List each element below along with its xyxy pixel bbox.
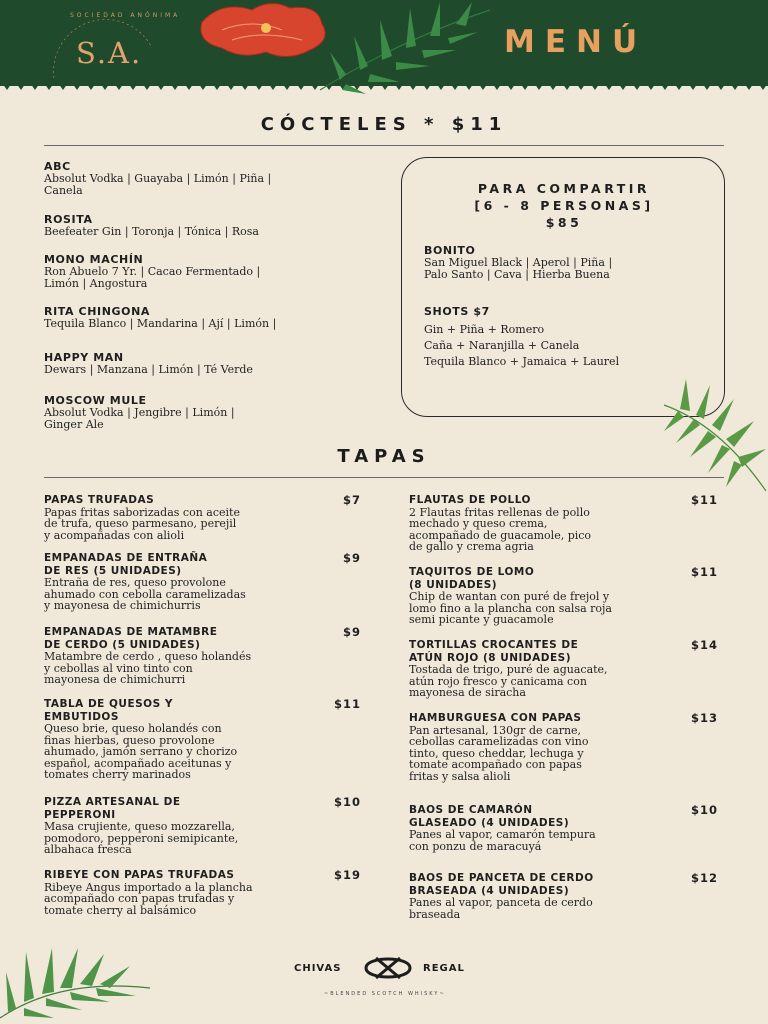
tapa-desc-line: 2 Flautas fritas rellenas de pollo <box>409 505 590 519</box>
cocteles-rule <box>44 145 724 146</box>
tapa-item <box>409 639 709 699</box>
tapa-desc-line: Matambre de cerdo , queso holandés <box>44 650 252 663</box>
tapa-item <box>409 712 709 782</box>
tapa-item <box>44 869 344 916</box>
tapa-name: TORTILLAS CROCANTES DE <box>409 639 579 651</box>
bonito-desc-line: San Miguel Black | Aperol | Piña | <box>424 256 613 269</box>
tapa-desc-line: de gallo y crema agria <box>409 540 534 553</box>
compartir-title: PARA COMPARTIR <box>477 181 651 196</box>
logo: S.A. <box>76 36 143 70</box>
shots-title: SHOTS $7 <box>424 305 490 318</box>
tapa-desc-line: con ponzu de maracuyá <box>409 839 542 853</box>
tapa-desc-line: pomodoro, pepperoni semipicante, <box>44 831 239 845</box>
tapa-desc-line: albahaca fresca <box>44 843 132 856</box>
cocktail-name: RITA CHINGONA <box>44 305 151 318</box>
tapa-desc-line: tinto, queso cheddar, lechuga y <box>409 746 584 760</box>
cocktail-item <box>44 351 384 376</box>
tapa-desc-line: Papas fritas saborizadas con aceite <box>44 505 240 519</box>
tapa-desc-line: semi picante y guacamole <box>409 613 554 626</box>
tapa-name: PAPAS TRUFADAS <box>44 494 155 506</box>
cocktail-name: MONO MACHÍN <box>44 253 144 266</box>
tapa-item <box>44 626 344 686</box>
tapa-desc-line: español, acompañado aceitunas y <box>44 756 232 770</box>
menu-title: MENÚ <box>504 24 648 60</box>
tapa-desc-line: Panes al vapor, camarón tempura <box>409 828 596 841</box>
cocktail-desc-line: Absolut Vodka | Jengibre | Limón | <box>44 406 235 419</box>
tapa-desc-line: atún rojo fresco y canicama con <box>409 674 587 688</box>
tapa-desc-line: mayonesa de chimichurri <box>44 673 186 686</box>
tapa-item <box>44 796 344 856</box>
tapa-desc-line: braseada <box>409 907 461 921</box>
tapa-name: TAQUITOS DE LOMO <box>409 566 535 578</box>
tapa-desc-line: Tostada de trigo, puré de aguacate, <box>409 663 608 676</box>
cocktail-item <box>44 213 384 238</box>
tapa-desc-line: Chip de wantan con puré de frejol y <box>409 590 610 603</box>
palm-leaf-icon <box>660 365 768 495</box>
tapa-price: $12 <box>690 871 718 885</box>
cocktail-desc-line: Limón | Angostura <box>44 276 148 290</box>
cocktail-desc-line: Dewars | Manzana | Limón | Té Verde <box>44 363 253 376</box>
cocktail-name: ROSITA <box>44 213 93 226</box>
compartir-people: [6 - 8 PERSONAS] <box>474 198 654 213</box>
tapa-desc-line: Pan artesanal, 130gr de carne, <box>409 723 582 737</box>
cocktail-item <box>44 394 384 430</box>
tapa-price: $11 <box>690 565 718 579</box>
sponsor-regal: REGAL <box>423 963 465 974</box>
tapa-price: $14 <box>690 638 718 652</box>
tapa-name: FLAUTAS DE POLLO <box>409 494 531 506</box>
tapa-desc-line: tomate acompañado con papas <box>409 758 582 771</box>
shot-line: Caña + Naranjilla + Canela <box>424 339 580 352</box>
tapa-name: BAOS DE PANCETA DE CERDO <box>409 872 594 884</box>
tapa-name: ATÚN ROJO (8 UNIDADES) <box>409 651 572 664</box>
tapa-desc-line: Queso brie, queso holandés con <box>44 722 222 735</box>
tapa-desc-line: fritas y salsa alioli <box>409 769 511 783</box>
tapa-item <box>409 872 709 920</box>
sponsor-chivas: CHIVAS <box>294 963 342 974</box>
shot-line: Tequila Blanco + Jamaica + Laurel <box>424 355 620 368</box>
tapa-desc-line: Masa crujiente, queso mozzarella, <box>44 820 235 833</box>
tapa-name: EMPANADAS DE ENTRAÑA <box>44 552 208 564</box>
tapa-price: $10 <box>333 795 361 809</box>
tapa-name: DE RES (5 UNIDADES) <box>44 564 182 577</box>
tapa-name: EMBUTIDOS <box>44 710 119 723</box>
tapa-desc-line: acompañado de guacamole, pico <box>409 528 592 542</box>
tapa-name: TABLA DE QUESOS Y <box>44 698 173 710</box>
bonito-name: BONITO <box>424 244 476 257</box>
tapa-name: BAOS DE CAMARÓN <box>409 804 533 816</box>
tapa-desc-line: tomate cherry al balsámico <box>44 903 197 917</box>
tapa-desc-line: y mayonesa de chimichurris <box>44 599 201 612</box>
cocteles-title: CÓCTELES * $11 <box>260 114 508 135</box>
tapas-rule <box>44 477 724 478</box>
tapa-price: $10 <box>690 803 718 817</box>
tapa-desc-line: Panes al vapor, panceta de cerdo <box>409 896 593 909</box>
tapa-price: $9 <box>342 551 361 565</box>
tapa-desc-line: tomates cherry marinados <box>44 768 191 781</box>
tapa-desc-line: cebollas caramelizadas con vino <box>409 735 589 748</box>
bonito-desc-line: Palo Santo | Cava | Hierba Buena <box>424 267 610 281</box>
tapa-desc-line: acompañado con papas trufadas y <box>44 892 235 905</box>
tapa-name: DE CERDO (5 UNIDADES) <box>44 638 201 651</box>
cocktail-name: HAPPY MAN <box>44 351 124 364</box>
cocktail-item <box>44 160 384 196</box>
tapa-name: BRASEADA (4 UNIDADES) <box>409 884 570 897</box>
cocktail-item <box>44 253 384 289</box>
cocktail-desc-line: Canela <box>44 183 83 197</box>
flower-icon <box>192 0 352 60</box>
cocktail-desc-line: Ginger Ale <box>44 417 104 431</box>
tapa-item <box>44 698 344 781</box>
tapa-name: RIBEYE CON PAPAS TRUFADAS <box>44 869 235 881</box>
tapa-item <box>409 804 709 852</box>
logo-ring-text: SOCIEDAD ANÓNIMA <box>70 12 181 19</box>
tapa-price: $13 <box>690 711 718 725</box>
cocktail-name: ABC <box>44 160 71 173</box>
tapa-item <box>44 552 344 612</box>
tapa-desc-line: ahumado con cebolla caramelizadas <box>44 587 246 601</box>
tapa-name: EMPANADAS DE MATAMBRE <box>44 626 218 638</box>
tapa-name: (8 UNIDADES) <box>409 578 498 591</box>
tapa-desc-line: ahumado, jamón serrano y chorizo <box>44 745 238 758</box>
tapa-item <box>409 494 709 553</box>
bonito-item <box>424 244 612 280</box>
sponsor-tagline: ~BLENDED SCOTCH WHISKY~ <box>324 991 446 997</box>
palm-leaf-icon <box>0 918 160 1024</box>
tapa-desc-line: mayonesa de siracha <box>409 686 526 699</box>
tapa-desc-line: Ribeye Angus importado a la plancha <box>44 880 253 894</box>
cocktail-desc-line: Tequila Blanco | Mandarina | Ají | Limón | <box>44 317 277 330</box>
chivas-logo-icon <box>360 952 416 984</box>
tapa-price: $11 <box>690 493 718 507</box>
tapa-price: $11 <box>333 697 361 711</box>
cocktail-desc-line: Ron Abuelo 7 Yr. | Cacao Fermentado | <box>44 265 261 278</box>
cocktail-desc-line: Absolut Vodka | Guayaba | Limón | Piña | <box>44 172 272 185</box>
tapa-price: $7 <box>342 493 361 507</box>
tapas-title: TAPAS <box>337 446 431 467</box>
tapa-name: GLASEADO (4 UNIDADES) <box>409 816 570 829</box>
tapa-price: $19 <box>333 868 361 882</box>
tapa-desc-line: y acompañadas con alioli <box>44 528 185 542</box>
tapa-desc-line: mechado y queso crema, <box>409 517 548 530</box>
tapa-desc-line: y cebollas al vino tinto con <box>44 661 193 675</box>
tapa-name: PIZZA ARTESANAL DE <box>44 796 181 808</box>
shot-line: Gin + Piña + Romero <box>424 323 545 336</box>
cocktail-desc-line: Beefeater Gin | Toronja | Tónica | Rosa <box>44 225 259 238</box>
cocktail-item <box>44 305 384 330</box>
tapa-price: $9 <box>342 625 361 639</box>
tapa-name: PEPPERONI <box>44 808 116 821</box>
tapa-desc-line: de trufa, queso parmesano, perejil <box>44 517 237 530</box>
tapa-desc-line: lomo fino a la plancha con salsa roja <box>409 601 612 615</box>
tapa-name: HAMBURGUESA CON PAPAS <box>409 712 582 724</box>
tapa-desc-line: finas hierbas, queso provolone <box>44 733 215 747</box>
tapa-item <box>44 494 344 541</box>
tapa-desc-line: Entraña de res, queso provolone <box>44 576 226 589</box>
tapa-item <box>409 566 709 626</box>
compartir-price: $85 <box>545 215 583 230</box>
cocktail-name: MOSCOW MULE <box>44 394 147 407</box>
